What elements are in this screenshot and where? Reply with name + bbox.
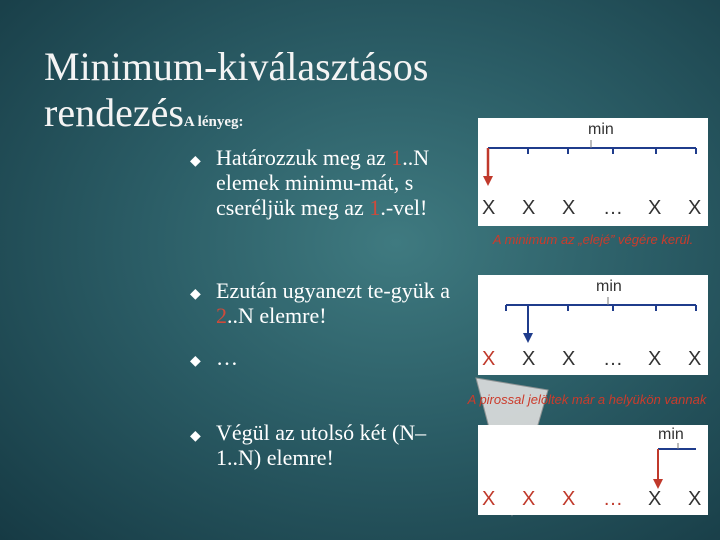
item: X [648, 197, 662, 219]
item: X [648, 488, 662, 510]
title-line2: rendezés [44, 90, 184, 135]
min-label: min [596, 278, 622, 295]
min-label: min [658, 426, 684, 443]
item: … [603, 197, 623, 219]
bullet-1 [190, 145, 460, 220]
item: X [562, 348, 576, 370]
item: X [522, 488, 536, 510]
bullet-4-text: Végül az utolsó két (N–1..N) elemre! [216, 420, 427, 470]
bullet-4 [190, 420, 440, 470]
diamond-bullet-icon: ◆ [190, 287, 201, 302]
item: X [688, 348, 702, 370]
title-line1: Minimum-kiválasztásos [44, 44, 429, 89]
item: … [603, 348, 623, 370]
item: X [482, 348, 496, 370]
diamond-bullet-icon: ◆ [190, 154, 201, 169]
svg-text:X X X … [482, 348, 701, 370]
subtitle: A lényeg: [183, 114, 244, 130]
bullet-3 [190, 345, 310, 370]
annotation-1: A minimum az „elejé” végére kerül. [492, 232, 694, 247]
item: X [522, 197, 536, 219]
diagram-3 [478, 425, 708, 515]
slide-title [44, 44, 428, 145]
item: X [648, 348, 662, 370]
item: X [562, 488, 576, 510]
diagram-1 [478, 118, 708, 226]
diamond-bullet-icon: ◆ [190, 429, 201, 444]
diamond-bullet-icon: ◆ [190, 354, 201, 369]
min-label: min [588, 121, 614, 138]
item: X [562, 197, 576, 219]
item: X [482, 197, 496, 219]
item: X [482, 488, 496, 510]
annotation-2: A pirossal jelöltek már a helyükön vannak [467, 392, 707, 407]
bullet-2-text: Ezután ugyanezt te-gyük a 2..N elemre! [216, 278, 450, 328]
bullet-1-text: Határozzuk meg az 1..N elemek minimu-mát, s cseréljük meg az 1.-vel! [216, 145, 430, 220]
item: X [688, 197, 702, 219]
svg-text:X X X … [482, 197, 701, 219]
item: X [688, 488, 702, 510]
bullet-3-text: … [216, 345, 238, 370]
item: … [603, 488, 623, 510]
item: X [522, 348, 536, 370]
bullet-2 [190, 278, 460, 328]
svg-text:X X X … [482, 488, 701, 510]
diagram-2 [478, 275, 708, 375]
